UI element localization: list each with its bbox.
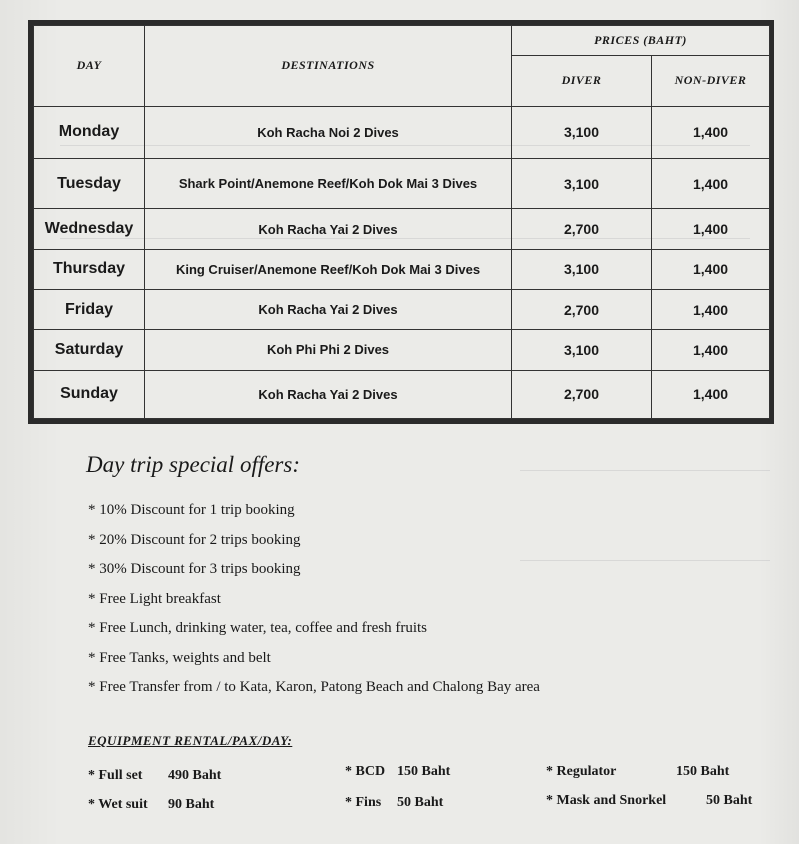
day-cell: Sunday [34, 370, 145, 418]
equipment-price: 490 Baht [168, 768, 222, 783]
special-offers-list [88, 496, 540, 703]
schedule-row [34, 330, 770, 370]
day-cell: Saturday [34, 330, 145, 370]
offer-item: * 30% Discount for 3 trips booking [88, 561, 301, 577]
non-diver-price-cell: 1,400 [652, 209, 770, 249]
equipment-label: * Wet suit [88, 797, 148, 812]
non-diver-price-cell: 1,400 [652, 370, 770, 418]
diver-price-cell: 2,700 [512, 209, 652, 249]
destination-cell: Koh Racha Noi 2 Dives [145, 106, 512, 158]
equipment-item [88, 768, 222, 784]
destination-cell: Koh Racha Yai 2 Dives [145, 289, 512, 329]
equipment-label: * Mask and Snorkel [546, 793, 667, 808]
equipment-item [345, 795, 444, 811]
non-diver-price-cell: 1,400 [652, 289, 770, 329]
header-day: DAY [34, 26, 145, 107]
offer-item: * Free Tanks, weights and belt [88, 649, 271, 666]
header-non-diver: NON-DIVER [652, 56, 770, 106]
non-diver-price-cell: 1,400 [652, 249, 770, 289]
dive-schedule-table [28, 20, 774, 424]
equipment-item [546, 764, 730, 780]
equipment-price: 150 Baht [397, 764, 451, 779]
day-cell: Monday [34, 106, 145, 158]
special-offers-title: Day trip special offers: [86, 452, 300, 477]
schedule-row [34, 289, 770, 329]
schedule-row [34, 209, 770, 249]
equipment-item [546, 793, 753, 809]
day-cell: Tuesday [34, 159, 145, 209]
diver-price-cell: 2,700 [512, 370, 652, 418]
diver-price-cell: 3,100 [512, 330, 652, 370]
schedule-row [34, 370, 770, 418]
equipment-price: 150 Baht [676, 764, 730, 779]
equipment-label: * Regulator [546, 764, 617, 779]
day-cell: Thursday [34, 249, 145, 289]
schedule-row [34, 106, 770, 158]
diver-price-cell: 3,100 [512, 159, 652, 209]
equipment-item [345, 764, 451, 780]
offer-item: * Free Transfer from / to Kata, Karon, Patong Beach and Chalong Bay area [88, 679, 540, 695]
offer-item: * 10% Discount for 1 trip booking [88, 502, 295, 518]
equipment-price: 50 Baht [706, 793, 753, 808]
day-cell: Friday [34, 289, 145, 329]
equipment-price: 50 Baht [397, 795, 444, 810]
destination-cell: Shark Point/Anemone Reef/Koh Dok Mai 3 Dives [145, 159, 512, 209]
schedule-row [34, 249, 770, 289]
non-diver-price-cell: 1,400 [652, 159, 770, 209]
equipment-rental-title: EQUIPMENT RENTAL/PAX/DAY: [88, 733, 293, 748]
non-diver-price-cell: 1,400 [652, 106, 770, 158]
equipment-item [88, 797, 215, 813]
destination-cell: Koh Racha Yai 2 Dives [145, 209, 512, 249]
equipment-label: * Full set [88, 768, 143, 783]
equipment-label: * Fins [345, 795, 382, 810]
header-prices: PRICES (BAHT) [512, 26, 770, 56]
equipment-price: 90 Baht [168, 797, 215, 812]
header-diver: DIVER [512, 56, 652, 106]
diver-price-cell: 2,700 [512, 289, 652, 329]
destination-cell: Koh Phi Phi 2 Dives [145, 330, 512, 370]
bleed-through-line [520, 470, 770, 471]
day-cell: Wednesday [34, 209, 145, 249]
bleed-through-line [520, 560, 770, 561]
schedule-row [34, 159, 770, 209]
diver-price-cell: 3,100 [512, 106, 652, 158]
diver-price-cell: 3,100 [512, 249, 652, 289]
offer-item: * Free Lunch, drinking water, tea, coffee and fresh fruits [88, 620, 427, 636]
destination-cell: Koh Racha Yai 2 Dives [145, 370, 512, 418]
non-diver-price-cell: 1,400 [652, 330, 770, 370]
equipment-label: * BCD [345, 764, 386, 779]
destination-cell: King Cruiser/Anemone Reef/Koh Dok Mai 3 Dives [145, 249, 512, 289]
header-destinations: DESTINATIONS [145, 26, 512, 107]
offer-item: * 20% Discount for 2 trips booking [88, 531, 301, 548]
offer-item: * Free Light breakfast [88, 590, 221, 607]
